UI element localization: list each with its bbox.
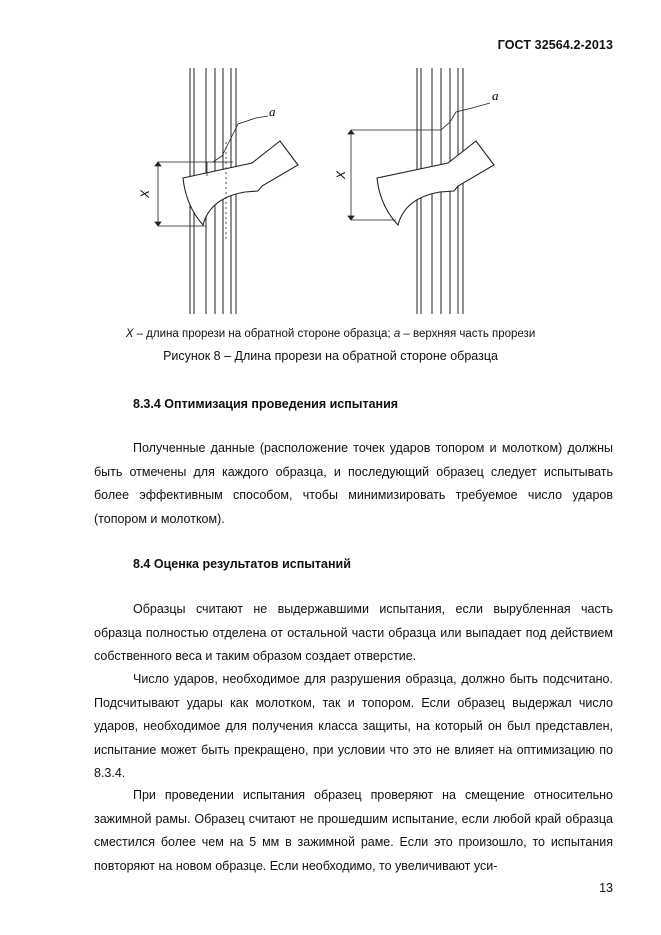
section-heading-8-3-4: 8.3.4 Оптимизация проведения испытания bbox=[133, 397, 399, 411]
figure-title: Рисунок 8 – Длина прорези на обратной стороне образца bbox=[163, 349, 498, 363]
paragraph: Число ударов, необходимое для разрушения образца, должно быть подсчитано. Подсчитывают удары как молотком, так и топором. Если образец выдержал число ударов, необходимое для получения класса защиты, на который он был представлен, испытание может быть прекращено, при условии что это не влияет на оптимизацию по 8.3.4. bbox=[94, 672, 613, 780]
section-heading-8-4: 8.4 Оценка результатов испытаний bbox=[133, 557, 351, 571]
paragraph: Образцы считают не выдержавшими испытания, если вырубленная часть образца полностью отделена от остальной части образца или выпадает под действием собственного веса и таким образом создает отверстие. bbox=[94, 602, 613, 663]
document-header: ГОСТ 32564.2-2013 bbox=[497, 38, 613, 52]
right-label-x: X bbox=[334, 170, 348, 179]
page-number: 13 bbox=[599, 881, 613, 895]
figure-legend bbox=[0, 328, 661, 340]
right-axe-head bbox=[377, 141, 494, 225]
legend-a-text: – верхняя часть прорези bbox=[400, 328, 536, 340]
left-label-a: a bbox=[269, 104, 276, 119]
right-label-a: a bbox=[492, 88, 499, 103]
left-axe-head bbox=[183, 141, 298, 225]
figure-8-diagram bbox=[0, 0, 661, 330]
legend-x-text: – длина прорези на обратной стороне образца; bbox=[133, 328, 394, 340]
legend-a-symbol: a bbox=[393, 328, 401, 340]
paragraph: Полученные данные (расположение точек ударов топором и молотком) должны быть отмечены для каждого образца, и последующий образец следует испытывать более эффективным способом, чтобы минимизировать требуемое число ударов (топором и молотком). bbox=[94, 441, 613, 526]
left-label-x: X bbox=[138, 189, 152, 198]
legend-x-symbol: X bbox=[125, 328, 134, 340]
paragraph: При проведении испытания образец проверяют на смещение относительно зажимной рамы. Образец считают не прошедшим испытание, если любой край образца сместился более чем на 5 мм в зажимной раме. Если это произошло, то испытания повторяют на новом образце. Если необходимо, то увеличивают уси- bbox=[94, 788, 613, 873]
